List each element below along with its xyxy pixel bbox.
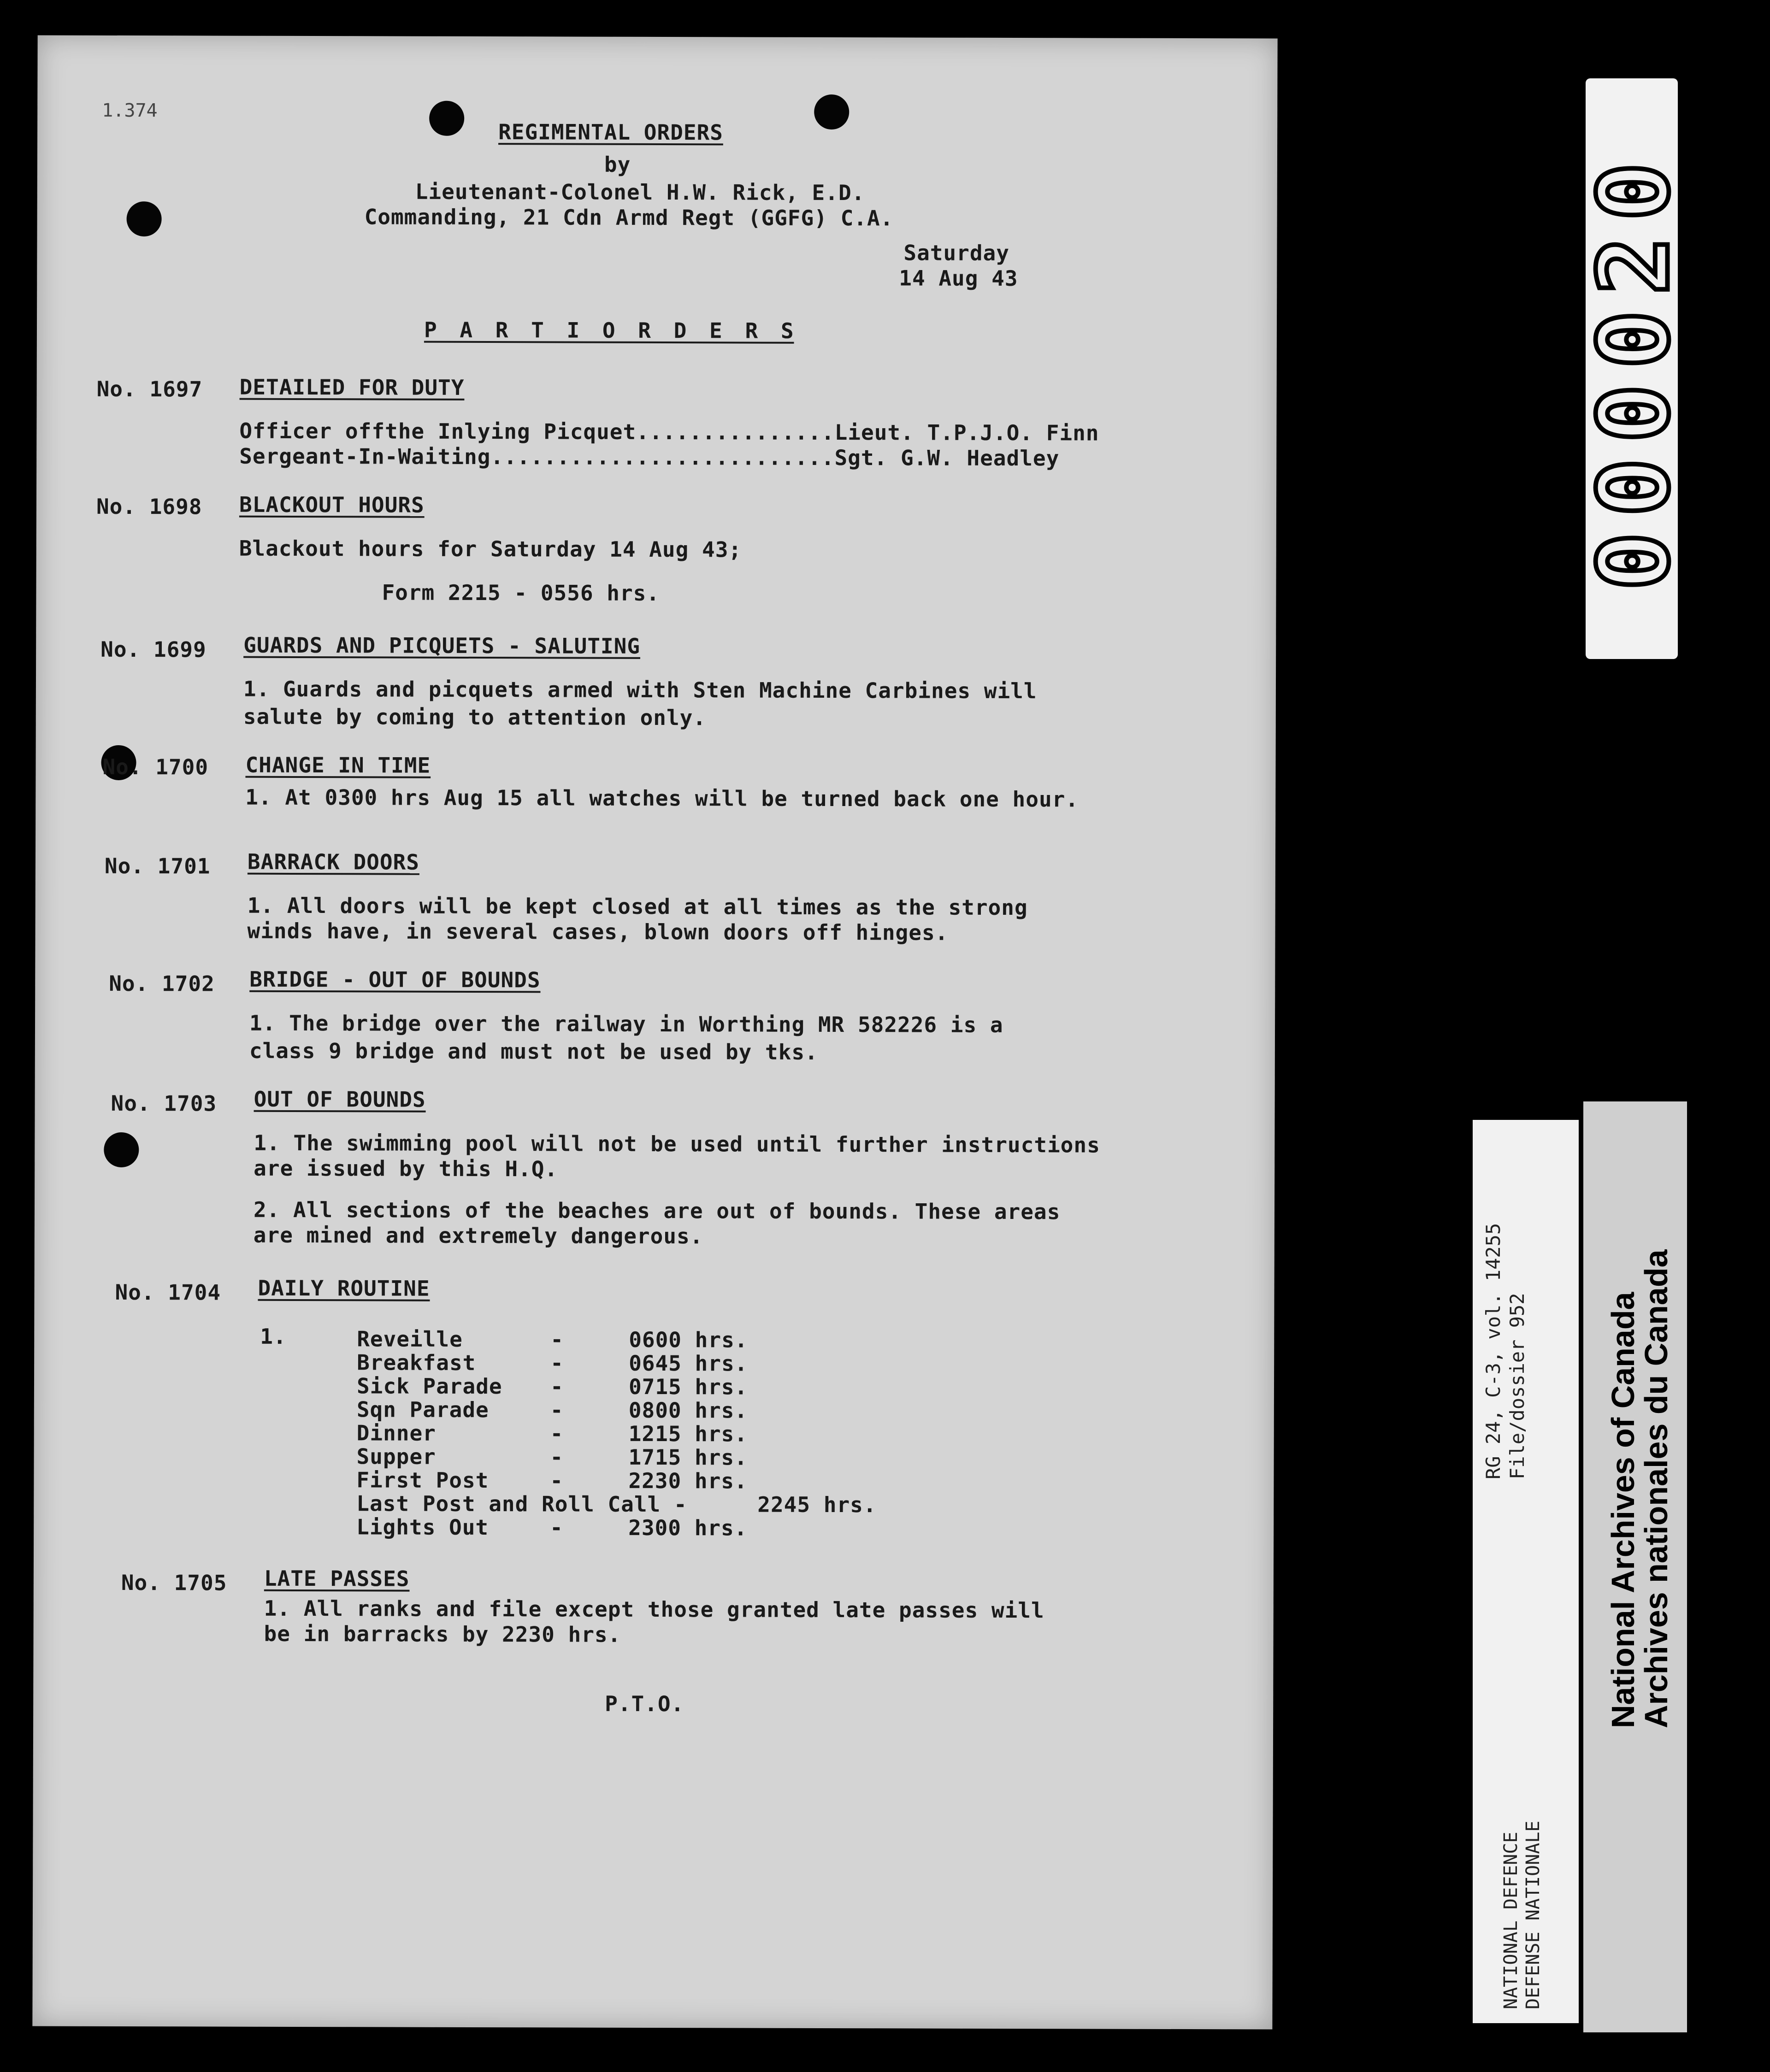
order-number: No. 1703 [111,1090,217,1116]
order-title: DETAILED FOR DUTY [239,374,465,400]
order-line: Officer offthe Inlying Picquet...............Lieut. T.P.J.O. Finn [239,418,1099,446]
commanding-unit: Commanding, 21 Cdn Armd Regt (GGFG) C.A. [364,204,894,231]
order-title: BLACKOUT HOURS [239,492,425,518]
order-line: 1. At 0300 hrs Aug 15 all watches will be turned back one hour. [245,784,1079,812]
order-line: be in barracks by 2230 hrs. [264,1621,621,1647]
order-line: salute by coming to attention only. [243,704,707,730]
archive-name-line: National Archives of Canada [1605,1292,1641,1728]
archive-tag-name-panel [1583,1101,1687,2032]
routine-dash: - [550,1515,563,1540]
department-line: NATIONAL DEFENCE [1500,1831,1522,2009]
routine-dash: - [550,1397,564,1423]
order-number: No. 1699 [100,636,206,662]
routine-item: Reveille [357,1326,463,1352]
routine-dash: - [550,1327,564,1352]
part-heading: P A R T I O R D E R S [424,317,794,343]
order-number: No. 1704 [115,1279,221,1305]
routine-time: 2245 hrs. [757,1492,877,1518]
routine-number: 1. [260,1324,287,1349]
order-line: Form 2215 - 0556 hrs. [382,580,660,606]
archive-tag-ref-panel [1473,1120,1579,2023]
order-number: No. 1705 [121,1570,227,1595]
order-day: Saturday [903,240,1010,266]
order-line: 1. Guards and picquets armed with Sten Machine Carbines will [243,676,1037,704]
order-line: winds have, in several cases, blown doors off hinges. [247,918,949,945]
routine-dash: - [550,1421,564,1446]
by-line: by [604,152,631,177]
routine-item: Last Post and Roll Call - [356,1491,687,1517]
commander-name: Lieutenant-Colonel H.W. Rick, E.D. [415,179,865,206]
order-line: class 9 bridge and must not be used by tks. [249,1038,818,1065]
order-title: CHANGE IN TIME [245,752,431,778]
routine-time: 1215 hrs. [628,1421,748,1447]
routine-item: Sqn Parade [356,1397,489,1423]
document-page [32,35,1277,2029]
archive-ref-line: RG 24, C-3, vol. 14255 [1482,1223,1504,1479]
routine-time: 0715 hrs. [628,1374,748,1400]
order-line: 1. The bridge over the railway in Worthing MR 582226 is a [249,1010,1003,1037]
archive-ref-line: File/dossier 952 [1506,1293,1528,1479]
order-title: DAILY ROUTINE [258,1275,430,1301]
frame-number: 000020 [1577,147,1691,591]
order-line: Blackout hours for Saturday 14 Aug 43; [239,536,742,562]
routine-item: Breakfast [357,1350,476,1375]
order-title: GUARDS AND PICQUETS - SALUTING [243,632,641,659]
routine-dash: - [550,1468,564,1493]
document-title: REGIMENTAL ORDERS [498,119,723,145]
order-line: Sergeant-In-Waiting..........................Sgt. G.W. Headley [239,443,1060,471]
department-line: DEFENSE NATIONALE [1522,1820,1544,2009]
pto-mark: P.T.O. [605,1691,684,1717]
orders-document [32,35,1277,2029]
order-title: BRIDGE - OUT OF BOUNDS [249,966,541,993]
order-line: are issued by this H.Q. [254,1155,558,1182]
routine-time: 0645 hrs. [629,1350,748,1376]
routine-time: 1715 hrs. [628,1444,748,1470]
routine-dash: - [550,1374,564,1399]
order-line: 1. The swimming pool will not be used until further instructions [254,1130,1100,1158]
corner-mark: 1.374 [102,100,158,122]
order-number: No. 1701 [104,853,211,879]
order-date: 14 Aug 43 [899,265,1018,291]
order-line: are mined and extremely dangerous. [253,1222,703,1249]
order-title: BARRACK DOORS [247,849,420,875]
archive-name-line: Archives nationales du Canada [1638,1249,1674,1728]
order-number: No. 1697 [96,376,203,402]
order-title: OUT OF BOUNDS [254,1086,426,1112]
order-number: No. 1698 [96,494,202,519]
routine-time: 2230 hrs. [628,1468,748,1494]
order-number: No. 1702 [109,971,215,996]
routine-time: 2300 hrs. [628,1515,748,1541]
routine-item: First Post [356,1467,489,1493]
order-line: 1. All ranks and file except those granted late passes will [264,1595,1044,1623]
routine-dash: - [550,1444,564,1470]
routine-item: Lights Out [356,1514,489,1540]
routine-dash: - [550,1350,564,1376]
routine-item: Supper [356,1444,436,1469]
routine-item: Sick Parade [356,1373,502,1399]
order-line: 1. All doors will be kept closed at all times as the strong [247,893,1028,920]
order-title: LATE PASSES [264,1566,410,1591]
order-line: 2. All sections of the beaches are out of bounds. These areas [253,1197,1061,1224]
routine-item: Dinner [356,1420,436,1446]
routine-time: 0800 hrs. [628,1397,748,1423]
order-number: No. 1700 [102,754,209,780]
routine-time: 0600 hrs. [629,1327,748,1353]
